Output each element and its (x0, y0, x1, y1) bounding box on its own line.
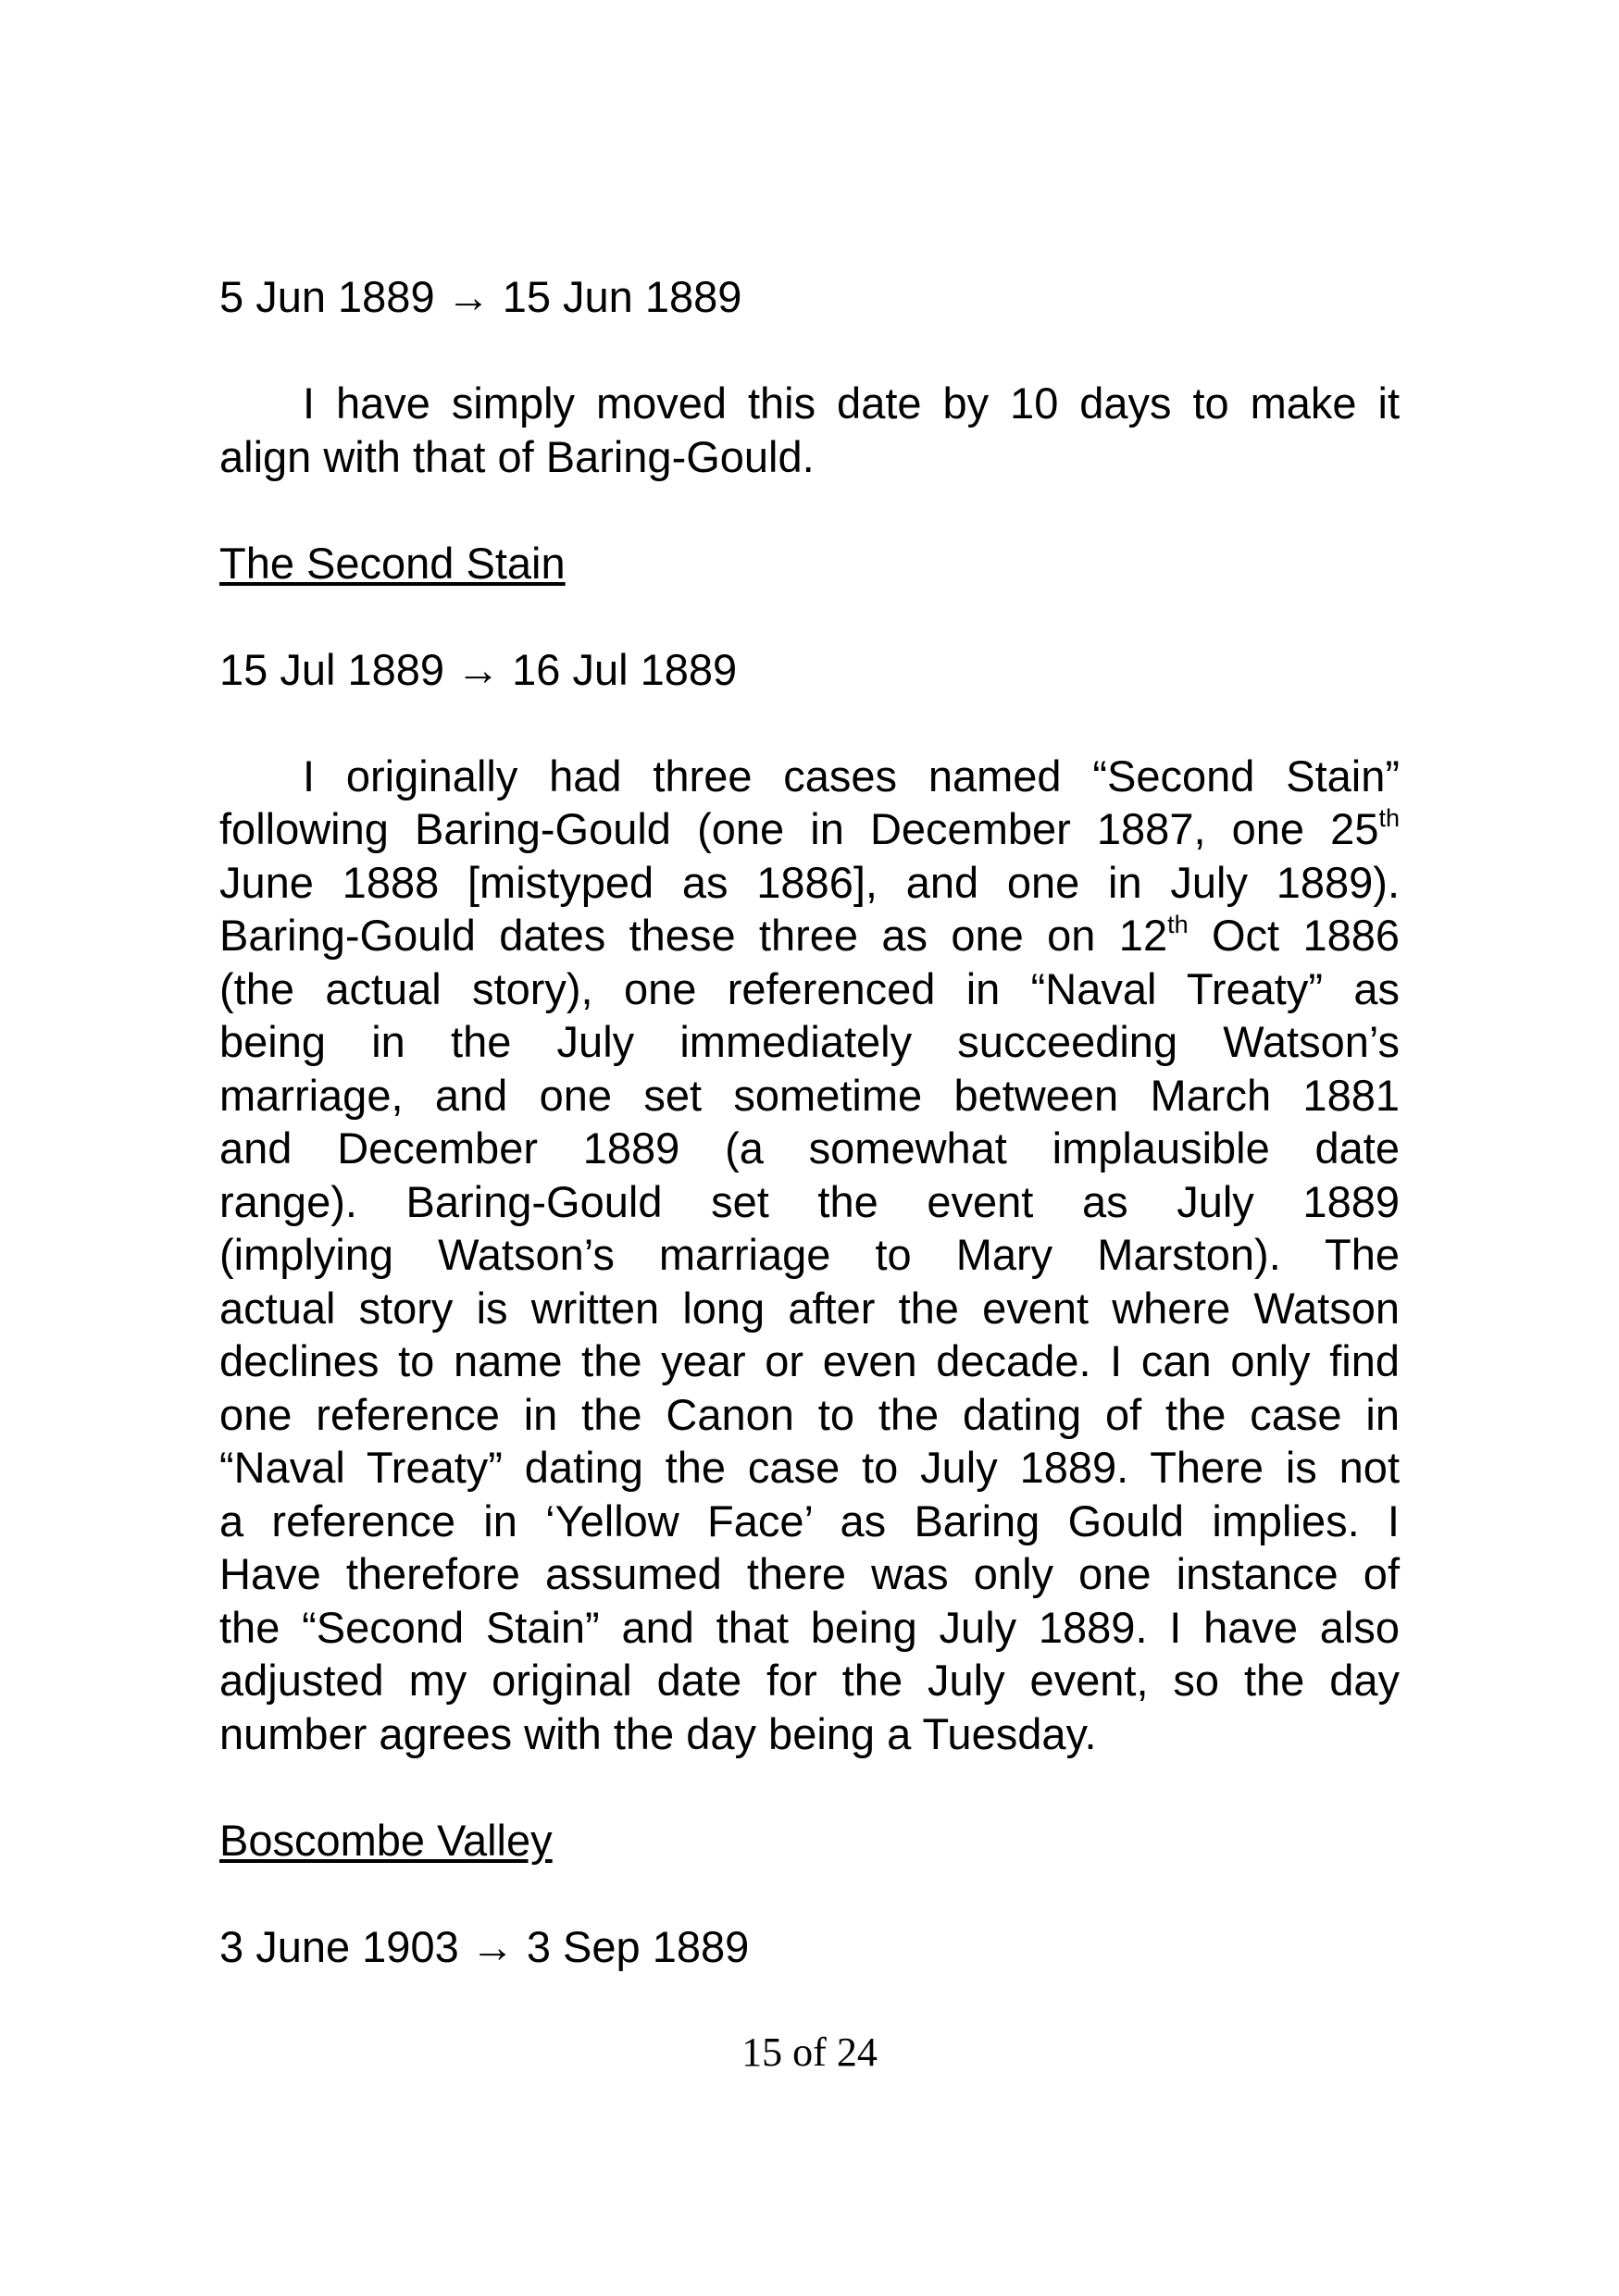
paragraph-line: June 1888 [mistyped as 1886], and one in July 1889). (219, 857, 1400, 907)
paragraph-line: actual story is written long after the event where Watson (219, 1283, 1400, 1333)
section-heading: The Second Stain (219, 538, 566, 588)
paragraph-line: (implying Watson’s marriage to Mary Marston). The (219, 1230, 1400, 1279)
paragraph-line: I have simply moved this date by 10 days to make it (303, 379, 1400, 428)
paragraph-line: I originally had three cases named “Second Stain” (303, 751, 1400, 800)
paragraph-line: (the actual story), one referenced in “Naval Treaty” as (219, 963, 1400, 1013)
paragraph-line: and December 1889 (a somewhat implausible date (219, 1123, 1400, 1173)
paragraph-line: following Baring-Gould (one in December 1887, one 25th (219, 804, 1400, 853)
ordinal-superscript: th (1167, 911, 1189, 938)
paragraph-line: range). Baring-Gould set the event as July 1889 (219, 1176, 1400, 1226)
paragraph-line: adjusted my original date for the July event, so the day (219, 1656, 1400, 1705)
paragraph-line: marriage, and one set sometime between March 1881 (219, 1070, 1400, 1120)
paragraph-line: align with that of Baring-Gould. (219, 431, 815, 481)
paragraph-line: the “Second Stain” and that being July 1889. I have also (219, 1602, 1400, 1652)
paragraph (219, 750, 1400, 1761)
date-revision-line: 15 Jul 1889 → 16 Jul 1889 (219, 644, 738, 694)
document-content (219, 270, 1400, 2027)
ordinal-superscript: th (1378, 804, 1400, 832)
date-revision-line: 3 June 1903 → 3 Sep 1889 (219, 1921, 750, 1971)
paragraph-line: being in the July immediately succeeding Watson’s (219, 1017, 1400, 1066)
date-revision-line: 5 Jun 1889 → 15 Jun 1889 (219, 272, 742, 321)
paragraph-line: declines to name the year or even decade. I can only find (219, 1336, 1400, 1385)
paragraph-line: one reference in the Canon to the dating of the case in (219, 1389, 1400, 1439)
paragraph (219, 377, 1400, 483)
paragraph-line: “Naval Treaty” dating the case to July 1889. There is not (219, 1443, 1400, 1492)
paragraph-line: number agrees with the day being a Tuesday. (219, 1708, 1097, 1758)
paragraph-line: Baring-Gould dates these three as one on 12th Oct 1886 (219, 911, 1401, 960)
paragraph-line: Have therefore assumed there was only one instance of (219, 1549, 1400, 1598)
page-number: 15 of 24 (741, 2029, 878, 2075)
paragraph-line: a reference in ‘Yellow Face’ as Baring Gould implies. I (219, 1496, 1400, 1545)
section-heading: Boscombe Valley (219, 1815, 553, 1865)
